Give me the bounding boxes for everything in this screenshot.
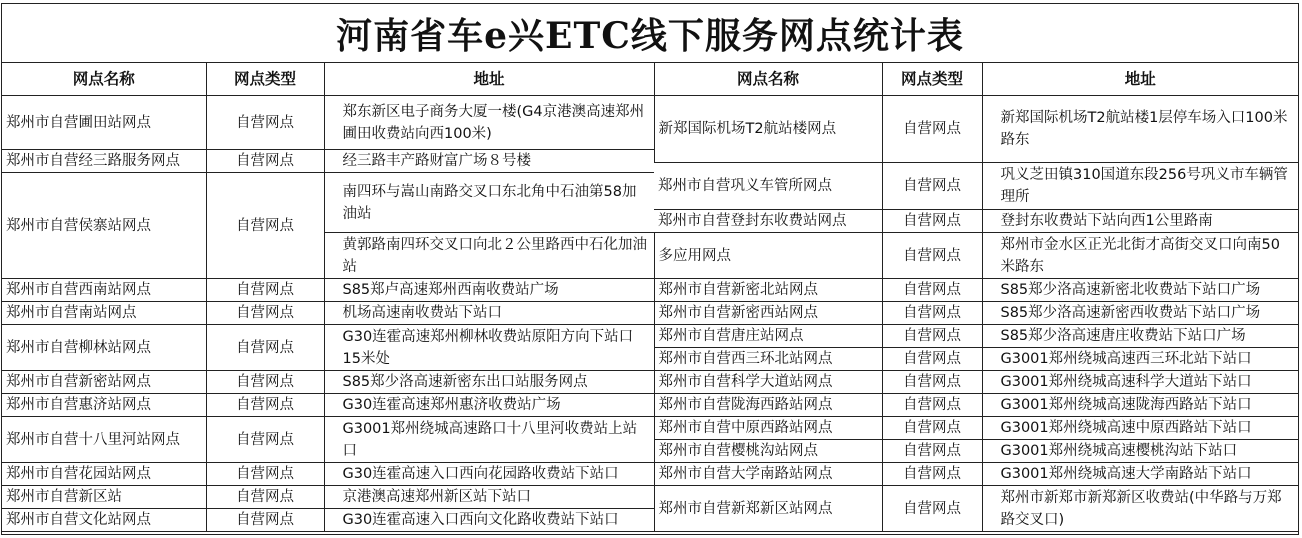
right-address-cell: G3001郑州绕城高速科学大道站下站口 <box>982 371 1298 394</box>
right-address-cell: 郑州市金水区正光北街才高街交叉口向南50米路东 <box>982 233 1298 279</box>
service-points-table <box>2 62 1298 532</box>
table-row <box>2 371 1298 394</box>
right-name-cell: 郑州市自营新郑新区站网点 <box>654 486 882 532</box>
right-type-cell: 自营网点 <box>882 96 982 163</box>
header-name-right: 网点名称 <box>654 62 882 96</box>
right-name-cell: 郑州市自营科学大道站网点 <box>654 371 882 394</box>
right-type-cell: 自营网点 <box>882 279 982 302</box>
left-type-cell: 自营网点 <box>206 509 324 532</box>
right-address-cell: G3001郑州绕城高速樱桃沟站下站口 <box>982 440 1298 463</box>
left-address-cell: G30连霍高速郑州柳林收费站原阳方向下站口15米处 <box>324 325 654 371</box>
table-row <box>2 463 1298 486</box>
table-row <box>2 394 1298 417</box>
left-address-cell-b: 黄郭路南四环交叉口向北２公里路西中石化加油站 <box>324 233 654 279</box>
left-type-cell: 自营网点 <box>206 486 324 509</box>
table-row <box>2 325 1298 348</box>
left-type-cell: 自营网点 <box>206 417 324 463</box>
left-address-cell: 经三路丰产路财富广场８号楼 <box>324 150 654 173</box>
left-address-cell: 郑东新区电子商务大厦一楼(G4京港澳高速郑州圃田收费站向西100米) <box>324 96 654 150</box>
right-address-cell: 巩义芝田镇310国道东段256号巩义市车辆管理所 <box>982 163 1298 210</box>
right-name-cell: 多应用网点 <box>654 233 882 279</box>
left-type-cell: 自营网点 <box>206 302 324 325</box>
left-address-cell: 南四环与嵩山南路交叉口东北角中石油第58加油站 <box>324 173 654 233</box>
table-row <box>2 417 1298 440</box>
left-name-cell: 郑州市自营十八里河站网点 <box>2 417 206 463</box>
left-name-cell: 郑州市自营南站网点 <box>2 302 206 325</box>
table-title: 河南省车e兴ETC线下服务网点统计表 <box>2 4 1298 63</box>
left-address-cell: S85郑卢高速郑州西南收费站广场 <box>324 279 654 302</box>
header-type-left: 网点类型 <box>206 62 324 96</box>
left-type-cell: 自营网点 <box>206 173 324 279</box>
left-address-cell: G3001郑州绕城高速路口十八里河收费站上站口 <box>324 417 654 463</box>
right-address-cell: 新郑国际机场T2航站楼1层停车场入口100米路东 <box>982 96 1298 163</box>
right-name-cell: 郑州市自营新密北站网点 <box>654 279 882 302</box>
left-type-cell: 自营网点 <box>206 463 324 486</box>
right-type-cell: 自营网点 <box>882 325 982 348</box>
left-name-cell: 郑州市自营花园站网点 <box>2 463 206 486</box>
left-type-cell: 自营网点 <box>206 279 324 302</box>
left-name-cell: 郑州市自营柳林站网点 <box>2 325 206 371</box>
right-name-cell: 新郑国际机场T2航站楼网点 <box>654 96 882 163</box>
right-type-cell: 自营网点 <box>882 440 982 463</box>
right-name-cell: 郑州市自营登封东收费站网点 <box>654 210 882 233</box>
right-address-cell: S85郑少洛高速新密北收费站下站口广场 <box>982 279 1298 302</box>
right-address-cell: 郑州市新郑市新郑新区收费站(中华路与万郑路交叉口) <box>982 486 1298 532</box>
right-name-cell: 郑州市自营唐庄站网点 <box>654 325 882 348</box>
left-name-cell: 郑州市自营西南站网点 <box>2 279 206 302</box>
left-address-cell: G30连霍高速入口西向花园路收费站下站口 <box>324 463 654 486</box>
right-address-cell: G3001郑州绕城高速大学南路站下站口 <box>982 463 1298 486</box>
header-address-right: 地址 <box>982 62 1298 96</box>
left-name-cell: 郑州市自营侯寨站网点 <box>2 173 206 279</box>
left-name-cell: 郑州市自营经三路服务网点 <box>2 150 206 173</box>
left-address-cell: 机场高速南收费站下站口 <box>324 302 654 325</box>
left-type-cell: 自营网点 <box>206 96 324 150</box>
left-address-cell: 京港澳高速郑州新区站下站口 <box>324 486 654 509</box>
header-type-right: 网点类型 <box>882 62 982 96</box>
right-name-cell: 郑州市自营新密西站网点 <box>654 302 882 325</box>
right-type-cell: 自营网点 <box>882 463 982 486</box>
right-type-cell: 自营网点 <box>882 163 982 210</box>
table-row <box>2 486 1298 509</box>
right-type-cell: 自营网点 <box>882 233 982 279</box>
right-name-cell: 郑州市自营西三环北站网点 <box>654 348 882 371</box>
statistics-sheet <box>1 3 1299 535</box>
left-type-cell: 自营网点 <box>206 150 324 173</box>
right-address-cell: S85郑少洛高速唐庄收费站下站口广场 <box>982 325 1298 348</box>
right-name-cell: 郑州市自营樱桃沟站网点 <box>654 440 882 463</box>
table-row <box>2 302 1298 325</box>
header-address-left: 地址 <box>324 62 654 96</box>
right-type-cell: 自营网点 <box>882 302 982 325</box>
left-type-cell: 自营网点 <box>206 394 324 417</box>
left-name-cell: 郑州市自营惠济站网点 <box>2 394 206 417</box>
right-name-cell: 郑州市自营巩义车管所网点 <box>654 163 882 210</box>
right-type-cell: 自营网点 <box>882 348 982 371</box>
right-address-cell: 登封东收费站下站向西1公里路南 <box>982 210 1298 233</box>
right-type-cell: 自营网点 <box>882 371 982 394</box>
right-address-cell: G3001郑州绕城高速陇海西路站下站口 <box>982 394 1298 417</box>
table-row <box>2 279 1298 302</box>
right-address-cell: G3001郑州绕城高速西三环北站下站口 <box>982 348 1298 371</box>
right-address-cell: S85郑少洛高速新密西收费站下站口广场 <box>982 302 1298 325</box>
left-name-cell: 郑州市自营圃田站网点 <box>2 96 206 150</box>
right-name-cell: 郑州市自营中原西路站网点 <box>654 417 882 440</box>
left-address-cell: G30连霍高速郑州惠济收费站广场 <box>324 394 654 417</box>
header-name-left: 网点名称 <box>2 62 206 96</box>
table-row <box>2 96 1298 140</box>
left-type-cell: 自营网点 <box>206 325 324 371</box>
left-name-cell: 郑州市自营文化站网点 <box>2 509 206 532</box>
right-address-cell: G3001郑州绕城高速中原西路站下站口 <box>982 417 1298 440</box>
left-address-cell: S85郑少洛高速新密东出口站服务网点 <box>324 371 654 394</box>
right-name-cell: 郑州市自营大学南路站网点 <box>654 463 882 486</box>
header-row <box>2 62 1298 96</box>
right-type-cell: 自营网点 <box>882 417 982 440</box>
left-name-cell: 郑州市自营新密站网点 <box>2 371 206 394</box>
right-name-cell: 郑州市自营陇海西路站网点 <box>654 394 882 417</box>
left-type-cell: 自营网点 <box>206 371 324 394</box>
left-address-cell: G30连霍高速入口西向文化路收费站下站口 <box>324 509 654 532</box>
right-type-cell: 自营网点 <box>882 210 982 233</box>
left-name-cell: 郑州市自营新区站 <box>2 486 206 509</box>
right-type-cell: 自营网点 <box>882 486 982 532</box>
right-type-cell: 自营网点 <box>882 394 982 417</box>
